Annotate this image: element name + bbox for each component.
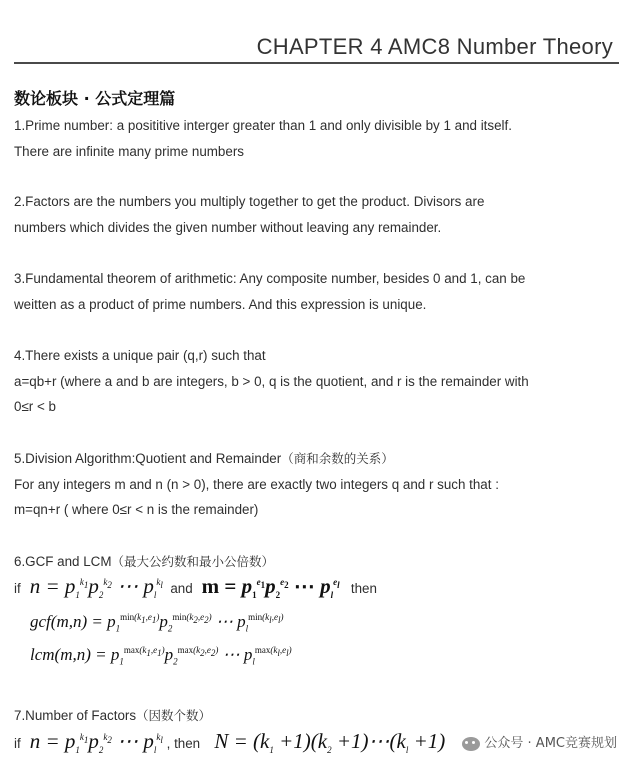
section-title: 数论板块 · 公式定理篇 — [14, 89, 176, 108]
text-line: 3.Fundamental theorem of arithmetic: Any composite number, besides 0 and 1, can be — [14, 271, 526, 286]
if-word: if — [14, 736, 21, 751]
text-line — [14, 446, 614, 472]
watermark — [462, 732, 617, 751]
gcf-lcm-condition — [14, 574, 377, 600]
if-word: if — [14, 581, 21, 596]
chapter-title: CHAPTER 4 AMC8 Number Theory — [256, 34, 613, 59]
item-gcf-lcm-title — [14, 549, 614, 575]
text-line: weitten as a product of prime numbers. And this expression is unique. — [14, 296, 427, 312]
lcm-formula — [30, 645, 292, 666]
gcf-label: $gcf(m,n) = p_1^{min(k_1,e_1)}p_2^{min(k_2,e_2)}$ ⋯ $p_l^{min(k_l,e_l)}$ — [30, 612, 284, 634]
n-equals-formula: $n = p_1^{k_1}p_2^{k_2}$ ⋯ $p_l^{k_l}$ — [24, 574, 163, 601]
text-line — [14, 549, 614, 575]
item-division-algorithm — [14, 446, 614, 523]
lcm-label: $lcm(m,n) = p_1^{max(k_1,e_1)}p_2^{max(k_2,e_2)}$ ⋯ $p_l^{max(k_l,e_l)}$ — [30, 645, 292, 667]
page-header — [0, 0, 637, 64]
text-line: 0≤r < b — [14, 399, 56, 414]
text-line: a=qb+r (where a and b are integers, b > 0, q is the quotient, and r is the remainder with — [14, 373, 529, 389]
text-line: m=qn+r ( where 0≤r < n is the remainder) — [14, 502, 259, 517]
item-title-en: 6.GCF and LCM — [14, 554, 112, 569]
item-factors — [14, 189, 614, 240]
item-number-of-factors-title — [14, 703, 614, 729]
then-word: then — [350, 581, 377, 596]
number-of-factors-formula — [14, 729, 445, 755]
item-prime-number — [14, 113, 614, 164]
text-line: For any integers m and n (n > 0), there are exactly two integers q and r such that : — [14, 476, 499, 492]
wechat-icon — [462, 737, 480, 751]
item-title-en: 7.Number of Factors — [14, 708, 137, 723]
item-unique-pair — [14, 343, 614, 420]
text-line: 4.There exists a unique pair (q,r) such that — [14, 348, 266, 363]
then-word: , then — [166, 736, 201, 751]
header-rule — [14, 62, 619, 64]
item-title-en: 5.Division Algorithm:Quotient and Remainder — [14, 451, 282, 466]
gcf-formula — [30, 612, 283, 633]
item-title-cn: （因数个数） — [136, 708, 212, 723]
text-line: numbers which divides the given number without leaving any remainder. — [14, 219, 442, 235]
text-line: There are infinite many prime numbers — [14, 143, 244, 159]
N-equals-formula: $N = (k_1 +1)(k_2$ $+1)\cdots(k_l +1)$ — [203, 729, 446, 756]
text-line: 1.Prime number: a posititive interger greater than 1 and only divisible by 1 and itself. — [14, 118, 512, 133]
watermark-text: 公众号 · AMC竞赛规划 — [484, 736, 617, 751]
n-equals-formula: $n = p_1^{k_1}p_2^{k_2}$ ⋯ $p_l^{k_l}$ — [24, 729, 163, 756]
item-title-cn: （最大公约数和最小公倍数） — [111, 554, 275, 569]
item-title-cn: （商和余数的关系） — [281, 451, 394, 466]
item-fundamental-theorem — [14, 266, 614, 317]
text-line: 2.Factors are the numbers you multiply together to get the product. Divisors are — [14, 194, 485, 209]
m-equals-formula: $m = p_1^{e_1}p_2^{e_2}$ ⋯ $p_l^{e_l}$ — [196, 574, 340, 601]
text-line — [14, 703, 614, 729]
and-word: and — [170, 581, 193, 596]
